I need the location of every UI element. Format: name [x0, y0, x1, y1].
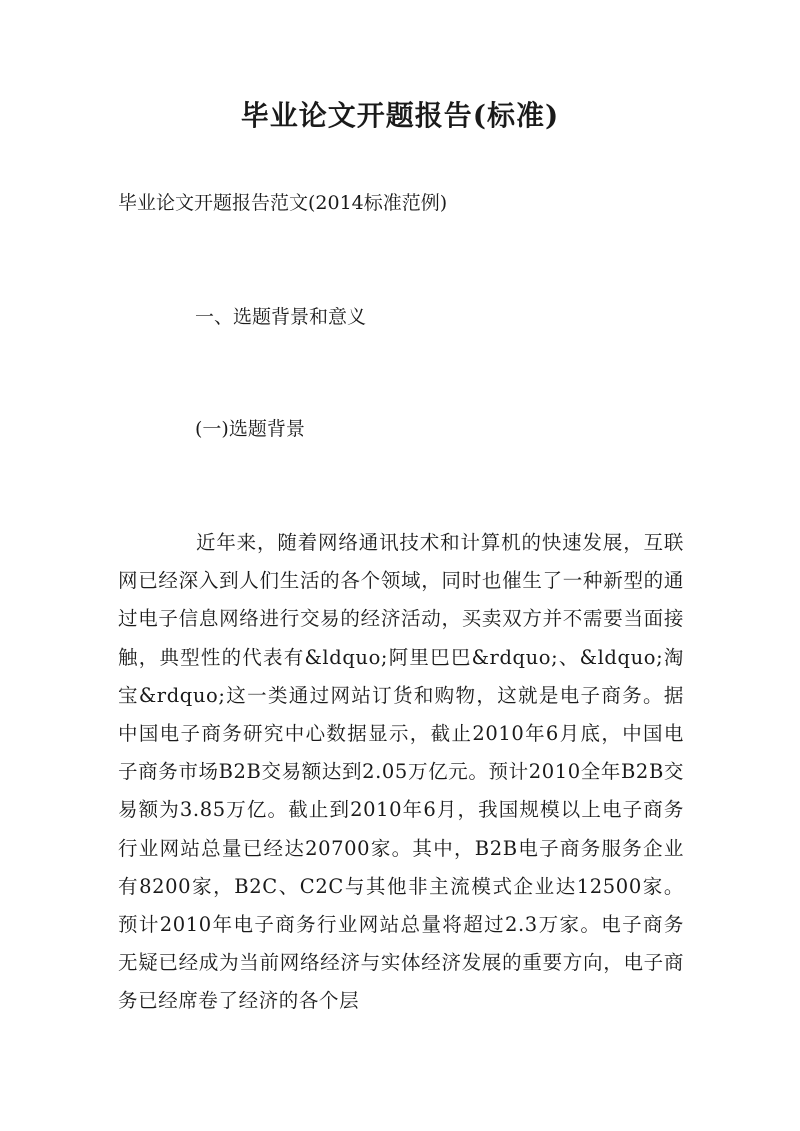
subsection-heading: (一)选题背景 — [195, 418, 305, 440]
body-paragraph: 近年来，随着网络通讯技术和计算机的快速发展，互联网已经深入到人们生活的各个领域，同时也催生了一种新型的通过电子信息网络进行交易的经济活动，买卖双方并不需要当面接触，典型性的代表有&ldquo;阿里巴巴&rdquo;、&ldquo;淘宝&rdquo;这一类通过网站订货和购物，这就是电子商务。据中国电子商务研究中心数据显示，截止2010年6月底，中国电子商务市场B2B交易额达到2.05万亿元。预计2010全年B2B交易额为3.85万亿。截止到2010年6月，我国规模以上电子商务行业网站总量已经达20700家。其中，B2B电子商务服务企业有8200家，B2C、C2C与其他非主流模式企业达12500家。预计2010年电子商务行业网站总量将超过2.3万家。电子商务无疑已经成为当前网络经济与实体经济发展的重要方向，电子商务已经席卷了经济的各个层 — [118, 531, 684, 1013]
section-heading: 一、选题背景和意义 — [195, 306, 367, 328]
document-title: 毕业论文开题报告(标准) — [240, 99, 560, 132]
document-subtitle: 毕业论文开题报告范文(2014标准范例) — [118, 192, 448, 214]
